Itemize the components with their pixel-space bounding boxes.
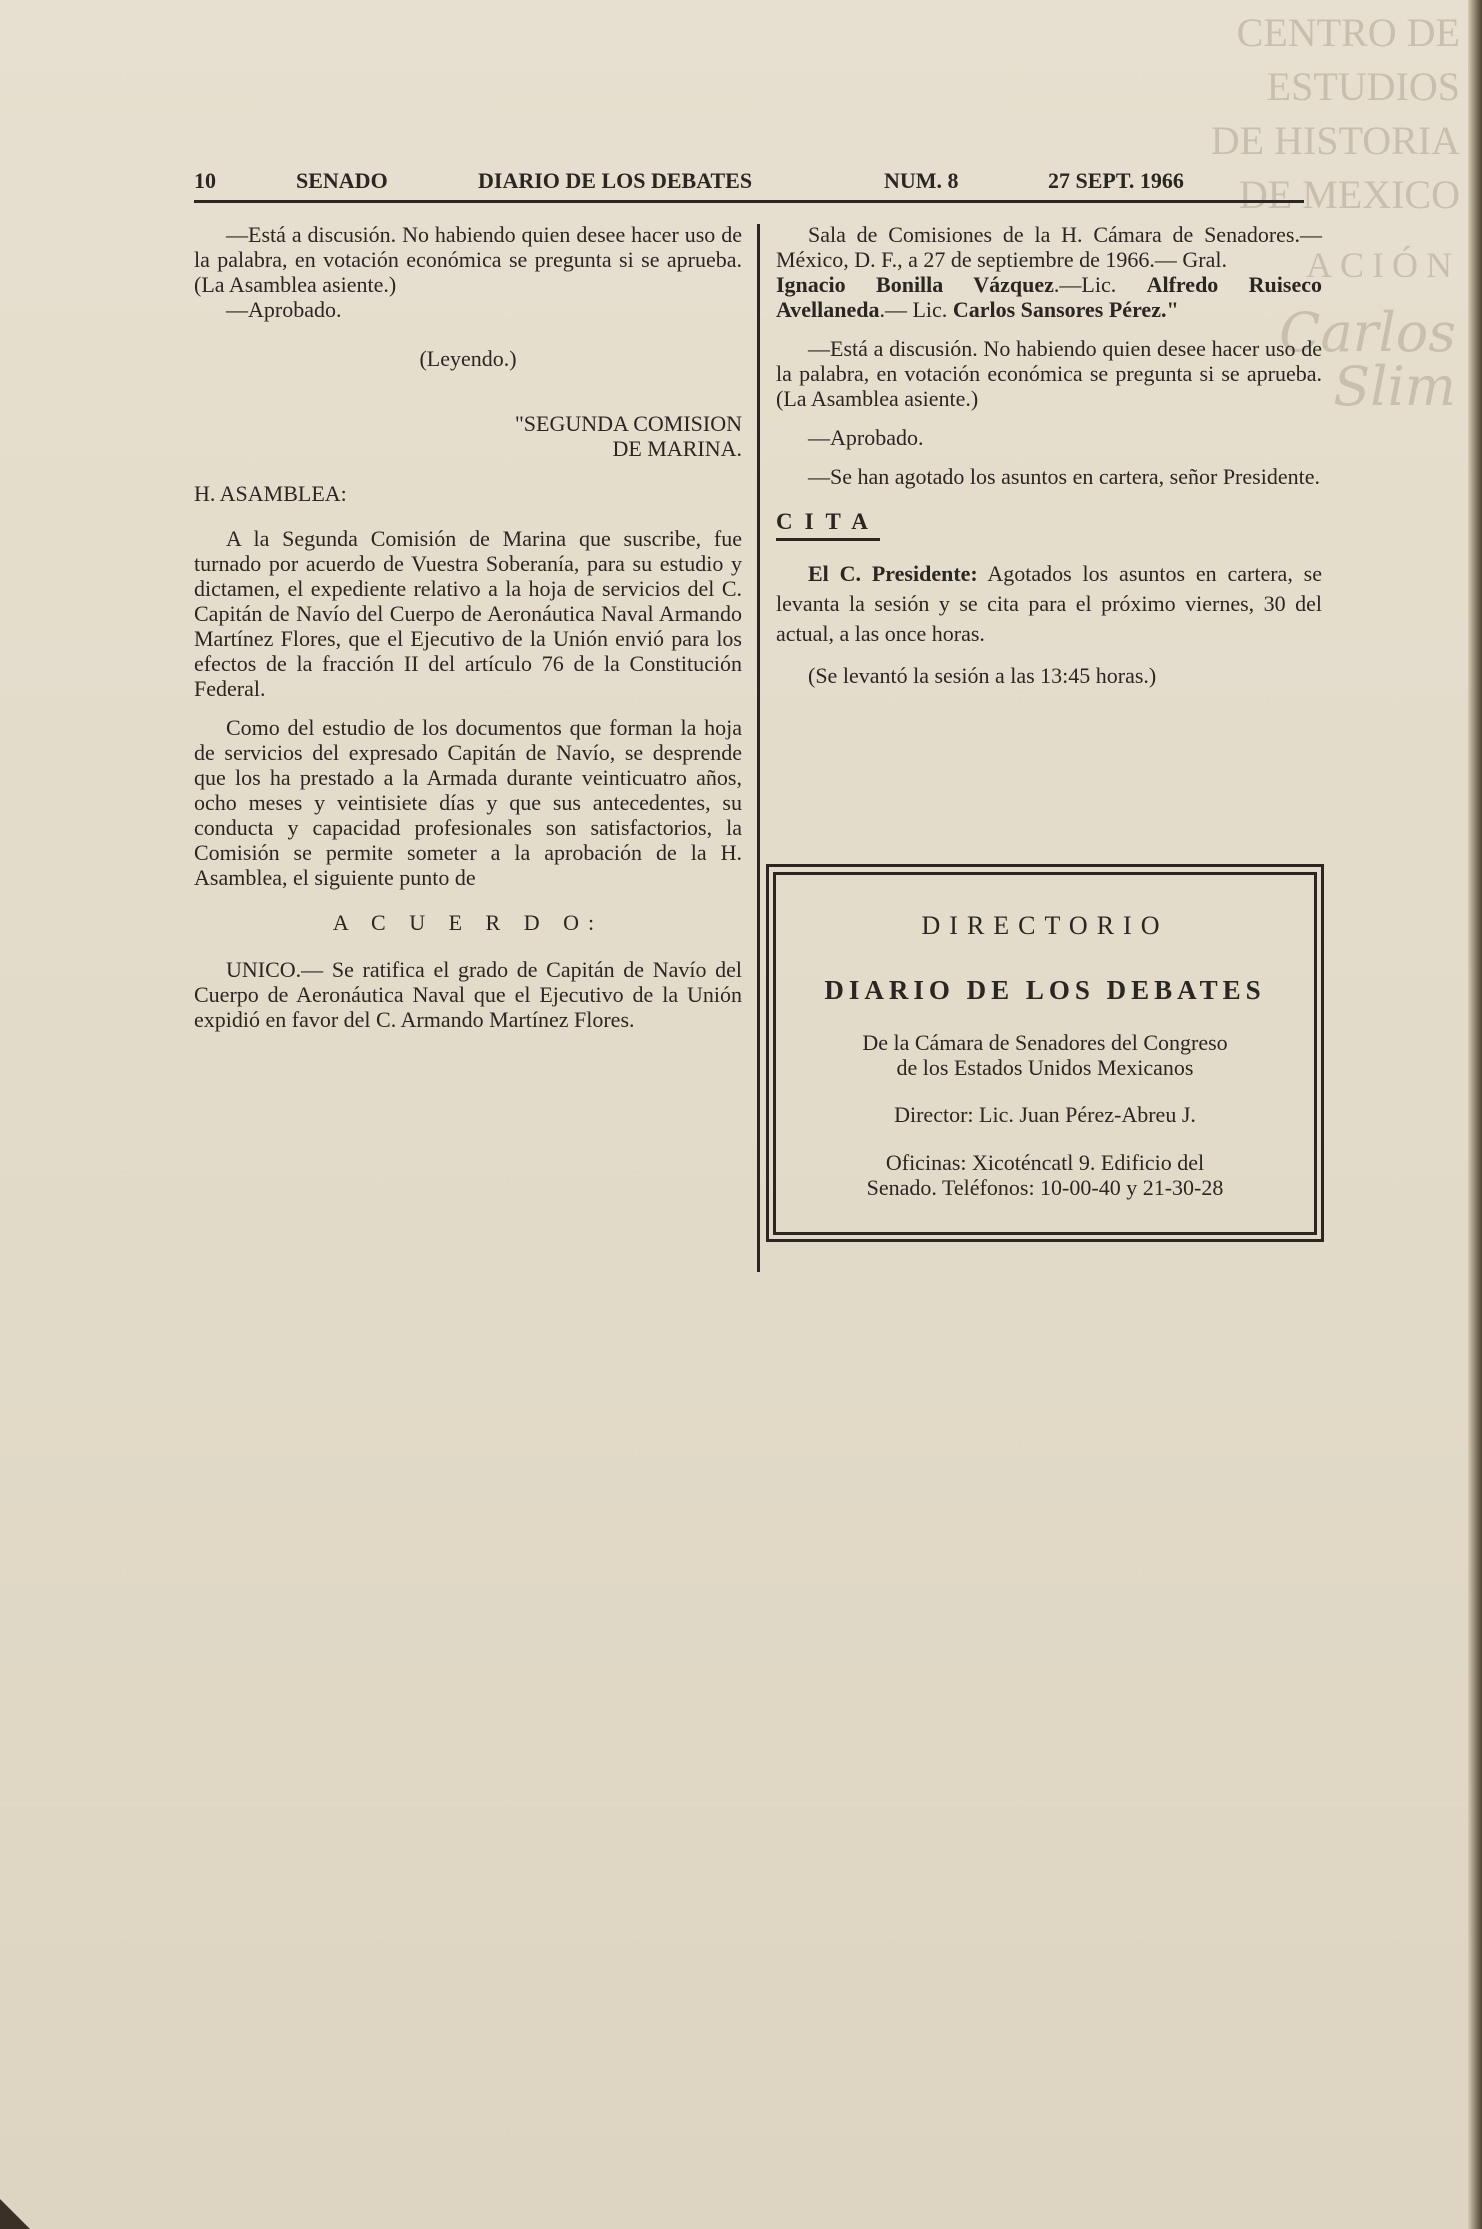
directory-line: Senado. Teléfonos: 10-00-40 y 21-30-28 — [866, 1175, 1224, 1200]
signatory: Ignacio Bonilla Vázquez — [776, 272, 1054, 297]
directory-line: de los Estados Unidos Mexicanos — [896, 1055, 1194, 1080]
header-publication: DIARIO DE LOS DEBATES — [478, 168, 753, 193]
header-section: SENADO — [296, 168, 388, 193]
commission-heading-line: "SEGUNDA COMISION — [514, 411, 742, 436]
paragraph: —Se han agotado los asuntos en cartera, señor Presidente. — [808, 464, 1320, 489]
directory-publication-name: DIARIO DE LOS DEBATES — [824, 975, 1266, 1005]
salutation: H. ASAMBLEA: — [194, 481, 347, 506]
paragraph: (Se levantó la sesión a las 13:45 horas.) — [808, 663, 1157, 688]
directory-director: Director: Lic. Juan Pérez-Abreu J. — [894, 1102, 1196, 1127]
header-date: 27 SEPT. 1966 — [1048, 168, 1184, 193]
signature-intro: Sala de Comisiones de la H. Cámara de Senadores.— México, D. F., a 27 de septiembre de 1966.— Gral. — [776, 222, 1322, 272]
directory-line: De la Cámara de Senadores del Congreso — [862, 1030, 1228, 1055]
page-number: 10 — [194, 168, 216, 193]
directory-description — [776, 1030, 1314, 1080]
watermark-line: ESTUDIOS — [1266, 64, 1460, 109]
watermark-line: DE HISTORIA — [1210, 118, 1460, 163]
page-corner — [0, 2199, 30, 2229]
speech: Agotados los asuntos en cartera, se levanta la sesión y se cita para el próximo viernes, 30 del actual, a las once horas. — [776, 561, 1322, 646]
paragraph: —Está a discusión. No habiendo quien desee hacer uso de la palabra, en votación económica se pregunta si se aprueba. (La Asamblea asiente.) — [776, 336, 1322, 411]
column-divider — [757, 224, 760, 1272]
commission-heading — [194, 411, 742, 461]
separator: .—Lic. — [1053, 272, 1117, 297]
paragraph: A la Segunda Comisión de Marina que suscribe, fue turnado por acuerdo de Vuestra Soberanía, para su estudio y dictamen, el expediente relativo a la hoja de servicios del C. Capitán de Navío del Cuerpo de Aeronáutica Naval Armando Martínez Flores, que el Ejecutivo de la Unión envió para los efectos de la fracción II del artículo 76 de la Constitución Federal. — [194, 526, 742, 701]
watermark-signature: Carlos Slim — [1279, 301, 1456, 418]
directory-box — [766, 864, 1324, 1242]
header-issue-number: NUM. 8 — [884, 168, 959, 193]
right-column — [776, 222, 1322, 702]
paragraph — [776, 559, 1322, 649]
watermark-line: DE MEXICO — [1238, 172, 1460, 217]
paragraph: —Aprobado. — [226, 297, 342, 322]
signatory: Alfredo Ruiseco Avellaneda — [776, 272, 1322, 322]
page-header — [194, 164, 1304, 203]
directory-inner-frame — [773, 872, 1317, 1235]
paragraph: —Aprobado. — [808, 425, 924, 450]
commission-heading-line: DE MARINA. — [612, 436, 742, 461]
reading-note: (Leyendo.) — [419, 346, 517, 371]
separator: .— Lic. — [879, 297, 948, 322]
signature-block — [776, 222, 1322, 322]
directory-title: DIRECTORIO — [921, 911, 1169, 940]
left-column — [194, 222, 742, 1046]
directory-line: Oficinas: Xicoténcatl 9. Edificio del — [885, 1150, 1205, 1175]
watermark-line: ACIÓN — [1306, 245, 1460, 285]
cita-heading: CITA — [776, 509, 880, 541]
paragraph: Como del estudio de los documentos que forman la hoja de servicios del expresado Capitán de Navío, se desprende que los ha prestado a la Armada durante veinticuatro años, ocho meses y veintisiete días y que sus antecedentes, su conducta y capacidad profesionales son satisfactorios, la Comisión se permite someter a la aprobación de la H. Asamblea, el siguiente punto de — [194, 715, 742, 890]
directory-offices — [776, 1150, 1314, 1200]
paragraph: UNICO.— Se ratifica el grado de Capitán de Navío del Cuerpo de Aeronáutica Naval que el Ejecutivo de la Unión expidió en favor del C. Armando Martínez Flores. — [194, 957, 742, 1032]
signatory: Carlos Sansores Pérez." — [952, 297, 1179, 322]
speaker: El C. Presidente: — [808, 561, 978, 586]
page-edge-shadow — [1468, 0, 1482, 2229]
watermark-line: CENTRO DE — [1236, 10, 1460, 55]
paragraph: —Está a discusión. No habiendo quien desee hacer uso de la palabra, en votación económica se pregunta si se aprueba. (La Asamblea asiente.) — [194, 222, 742, 297]
agreement-heading: A C U E R D O: — [332, 910, 604, 935]
